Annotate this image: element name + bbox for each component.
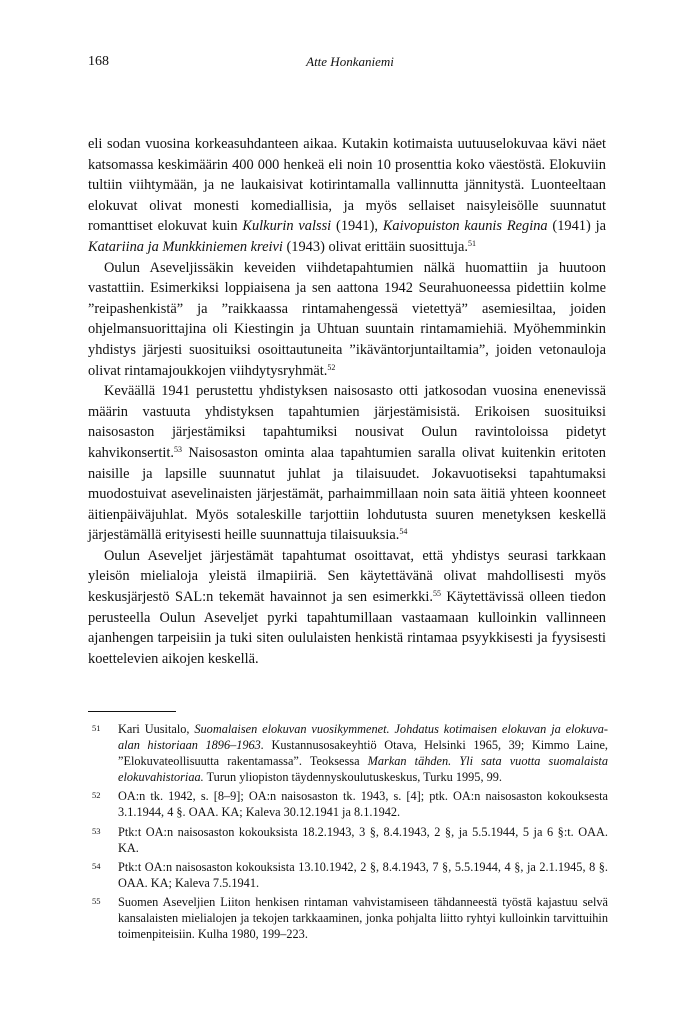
italic-title: Katariina ja Munkkiniemen kreivi [88,238,283,255]
footnote-number: 54 [92,860,101,871]
footnote-number: 55 [92,895,101,906]
footnote [88,859,608,891]
text-run: (1943) olivat erittäin suosittuja. [282,238,468,255]
italic-title: Kulkurin valssi [242,218,332,235]
footnote-number: 52 [92,790,101,801]
footnote-reference: 52 [327,362,336,372]
text-run: eli sodan vuosina korkeasuhdanteen aikaa. Kutakin kotimaista uutuuselokuvaa kävi näet katsomassa keskimäärin 400 000 henkeä eli noin 10 prosenttia koko väestöstä. Elokuviin tultiin viihtymään, ja ne laukaisivat kotirintamalla vallinnutta jännitystä. Luonteeltaan elokuvat olivat monesti komediallisia, ja myös sellaiset naisyleisölle suunnatut romanttiset elokuvat kuin [88,136,606,235]
paragraph [88,258,606,382]
footnote-separator [88,711,176,712]
text-run: Ptk:t OA:n naisosaston kokouksista 18.2.1943, 3 §, 8.4.1943, 2 §, ja 5.5.1944, 5 ja 6 §:t. OAA. KA. [118,824,608,855]
paragraph [88,134,606,258]
footnote-number: 53 [92,825,101,836]
text-run: Oulun Aseveljet järjestämät tapahtumat osoittavat, että yhdistys seurasi tarkkaan yleisön mielialoja yleistä ilmapiiriä. Sen käytettävänä olivat mahdollisesti myös keskusjärjestö SAL:n tekemät havainnot ja sen esimerkki. [88,547,606,606]
italic-title: Markan tähden. Yli sata vuotta suomalaista elokuvahistoriaa. [118,754,609,785]
text-run: Ptk:t OA:n naisosaston kokouksista 13.10.1942, 2 §, 8.4.1943, 7 §, 5.5.1944, 4 §, ja 2.1.1945, 8 §. OAA. KA; Kaleva 7.5.1941. [118,859,608,890]
footnote-reference: 54 [399,527,408,537]
page-header [88,54,612,72]
footnotes [88,721,608,945]
text-run: OA:n tk. 1942, s. [8–9]; OA:n naisosaston tk. 1943, s. [4]; ptk. OA:n naisosaston kokouksesta 3.1.1944, 4 §. OAA. KA; Kaleva 30.12.1941 ja 8.1.1942. [118,789,608,820]
footnote-reference: 51 [467,238,476,248]
footnote [88,824,608,856]
text-run: (1941), [331,218,383,235]
footnote-reference: 53 [173,444,182,454]
paragraph [88,381,606,546]
paragraph [88,546,606,670]
text-run: (1941) ja [547,218,607,235]
running-head: Atte Honkaniemi [306,54,394,69]
text-run: Kari Uusitalo, [118,722,195,736]
text-run: Turun yliopiston täydennyskoulutuskeskus, Turku 1995, 99. [203,770,502,785]
footnote-reference: 55 [432,589,441,599]
page-number: 168 [88,54,109,69]
text-run: Suomen Aseveljien Liiton henkisen rintaman vahvistamiseen tähdanneestä työstä kajastuu selvä kansalaisten mielialojen ja tekojen tarkkaaminen, jonka pohjalta liitto ryhtyi kulloinkin tarvittuihin toimenpiteisiin. Kulha 1980, 199–223. [118,894,608,942]
text-run: Naisosaston ominta alaa tapahtumien saralla olivat kuitenkin eritoten naisille ja lapsille suunnatut juhlat ja tilaisuudet. Jokavuotiseksi tapahtumaksi muodostuivat asevelinaisten järjestämät, parhaimmillaan noin sata äitiä yhteen koonneet äitienpäiväjuhlat. Myös sotaleskille tarjottiin lohdutusta suuren menetyksen keskellä järjestämällä erityisesti heille suunnattuja tilaisuuksia. [88,444,606,544]
text-run: Oulun Aseveljissäkin keveiden viihdetapahtumien nälkä huomattiin ja huutoon vastattiin. Esimerkiksi loppiaisena ja sen aattona 1942 Seurahuoneessa pidettiin kolme ”reipashenkistä” ja ”raikkaassa rintamahengessä vietettyä” asemiesiltaa, joiden ohjelmansuorittajina oli Kiestingin ja Uhtuan suuntain rintamamiehiä. Myöhemminkin yhdistys järjesti suosituiksi osoittautuneita ”ikäväntorjuntailtamia”, joiden vetonauloja olivat rintamajoukkojen viihdytysryhmät. [88,259,606,379]
text-run: Käytettävissä olleen tiedon perusteella Oulun Aseveljet pyrki tapahtumillaan vastaamaan kulloinkin vallinneen ajanhengen tarpeisiin ja tuki siten oululaisten henkistä rintamaa psyykkisesti ja fyysisesti koettelevien aikojen keskellä. [88,589,606,667]
italic-title: Kaivopuiston kaunis Regina [382,218,548,235]
italic-title: Suomalaisen elokuvan vuosikymmenet. Johdatus kotimaisen elokuvan ja elokuva-alan historiaan 1896–1963. [118,722,608,753]
text-run: Keväällä 1941 perustettu yhdistyksen naisosasto otti jatkosodan vuosina enenevissä määrin vastuuta yhdistyksen tapahtumien järjestämisistä. Erikoisen suosituiksi naisosaston järjestämiksi tapahtumiksi nousivat Oulun ravintoloissa pidetyt kahvikonsertit. [88,383,606,461]
footnote-number: 51 [92,723,101,733]
body-text [88,134,606,669]
footnote [88,894,608,942]
text-run: Kustannusosakeyhtiö Otava, Helsinki 1965, 39; Kimmo Laine, ”Elokuvateollisuutta rakentamassa”. Teoksessa [118,738,608,769]
footnote [88,788,608,820]
footnote [88,721,608,785]
